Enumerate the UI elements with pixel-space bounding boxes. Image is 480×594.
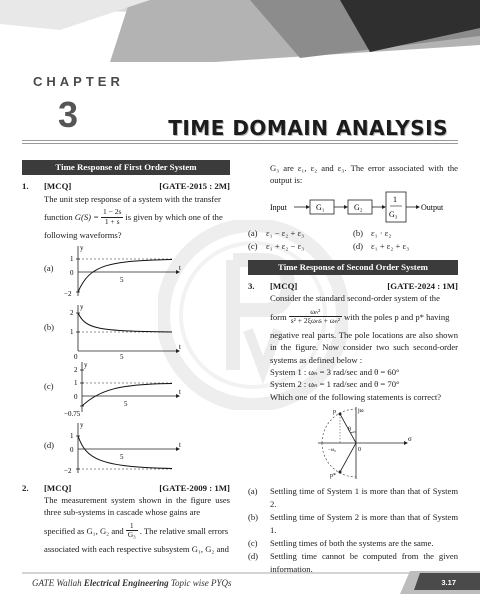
q2-fraction (126, 522, 138, 540)
waveform-d (64, 419, 184, 477)
q1-fraction-numerator: 1 − 2s (102, 207, 122, 217)
pole-p-label: p (333, 409, 336, 416)
tick-t: 5 (120, 352, 124, 359)
footer-text (32, 578, 232, 588)
option-label: (a) (248, 486, 258, 497)
block-g1: G₁ (316, 202, 325, 212)
tick-origin: 0 (74, 392, 78, 401)
option-label: (a) (44, 262, 54, 273)
tick-bottom: −2 (64, 289, 72, 298)
tick-bottom: −2 (64, 466, 72, 475)
tick-origin: 0 (74, 352, 78, 359)
q3-option-a[interactable] (248, 485, 458, 510)
question-exam: [GATE-2024 : 1M] (387, 281, 458, 292)
section-title-first-order: Time Response of First Order System (22, 160, 230, 175)
q2-line3: associated with each respective subsystem G₁, G₂ and (44, 543, 229, 554)
tick-t: 5 (120, 275, 124, 284)
question-exam: [GATE-2015 : 2M] (159, 181, 230, 192)
q2-options (248, 227, 458, 253)
question-number: 1. (22, 181, 29, 192)
option-text: Settling times of both the systems are the same. (270, 537, 434, 548)
q2-gains-line (44, 522, 230, 540)
tick-bottom: −0.75 (64, 409, 81, 418)
axis-y-label: y (80, 420, 84, 429)
q3-form-prefix: form (270, 311, 287, 322)
option-label: (b) (44, 321, 55, 332)
section-title-second-order: Time Response of Second Order System (248, 260, 458, 275)
q1-option-b[interactable] (22, 301, 230, 360)
option-label: (b) (353, 227, 364, 238)
waveform-c (64, 360, 184, 418)
q2-line2-suffix: . The relative small errors (139, 525, 229, 536)
q1-line1: The unit step response of a system with the transfer (44, 193, 221, 204)
right-column (248, 158, 458, 576)
question-type: [MCQ] (270, 281, 298, 292)
option-label: (a) (248, 227, 258, 238)
axis-sigma-label: σ (408, 435, 412, 444)
q1-fn-prefix: function (44, 212, 73, 223)
theta-label: θ (348, 427, 351, 434)
q3-form-suffix: with the poles p and p* having (343, 311, 450, 322)
option-text: Settling time cannot be computed from the given information. (270, 551, 458, 574)
waveform-b (64, 301, 184, 359)
q3-transfer-form (270, 308, 458, 326)
q1-option-c[interactable] (22, 360, 230, 419)
header-banner (0, 0, 480, 62)
q2-line1: The measurement system shown in the figure uses three sub-systems in cascade whose gains are (44, 495, 230, 518)
pole-zero-plot (314, 405, 414, 481)
q1-fraction-denominator: 1 + s (104, 216, 120, 226)
block-g2: G₂ (354, 202, 363, 212)
q1-option-a[interactable] (22, 242, 230, 301)
origin-label: 0 (358, 447, 361, 454)
block-diagram (270, 190, 458, 224)
option-label: (b) (248, 512, 259, 523)
q3-line1: Consider the standard second-order system of the (270, 293, 440, 304)
tick-origin: 0 (70, 445, 74, 454)
option-text: Settling time of System 1 is more than that of System 2. (270, 486, 458, 509)
q1-fn-name: G(S) = (74, 212, 99, 223)
q3-system1: System 1 : ωₙ = 3 rad/sec and θ = 60° (270, 367, 400, 378)
question-1-text (22, 193, 230, 242)
option-label: (d) (248, 551, 259, 562)
question-3-text (248, 292, 458, 403)
q3-system2: System 2 : ωₙ = 1 rad/sec and θ = 70° (270, 379, 400, 390)
page-number: 3.17 (441, 578, 456, 587)
axis-t-label: t (179, 440, 181, 449)
axis-t-label: t (179, 263, 181, 272)
q1-line3: following waveforms? (44, 230, 122, 241)
tick-top: 1 (70, 254, 74, 263)
question-3-header (248, 280, 458, 292)
option-label: (d) (353, 241, 364, 252)
axis-y-label: y (84, 360, 88, 369)
chapter-number: 3 (58, 94, 79, 135)
question-2-text (22, 494, 230, 555)
option-label: (c) (248, 537, 258, 548)
q2-fraction-numerator: 1 (126, 522, 138, 532)
axis-t-label: t (179, 387, 181, 396)
q1-fn-suffix: is given by which one of the (125, 212, 223, 223)
neg-omega-label: −ω₀ (328, 448, 336, 454)
q2-option-c[interactable] (248, 240, 353, 252)
tick-origin: 0 (70, 268, 74, 277)
q2-line2-prefix: specified as G₁, G₂ and (44, 525, 124, 536)
tick-mid: 1 (70, 327, 74, 336)
block-g3-den: G₃ (389, 209, 398, 219)
left-column (22, 158, 230, 555)
q3-option-b[interactable] (248, 511, 458, 536)
tick-top: 2 (70, 308, 74, 317)
footer-subject: Electrical Engineering (83, 578, 169, 588)
footer-brand: GATE Wallah (32, 578, 82, 588)
option-text: ε₁ + ε₂ + ε₃ (371, 241, 410, 252)
q1-transfer-function (44, 208, 230, 226)
tick-top: 1 (70, 431, 74, 440)
axis-y-label: y (80, 302, 84, 311)
q2-option-a[interactable] (248, 227, 353, 239)
q3-option-c[interactable] (248, 537, 458, 549)
q3-line3: negative real parts. The pole locations are also shown in the figure. Now consider two such second-order systems as defined below : (270, 329, 458, 365)
block-g3-num: 1 (393, 194, 397, 204)
title-rule-top (22, 140, 458, 141)
q1-option-d[interactable] (22, 419, 230, 478)
option-label: (c) (248, 241, 258, 252)
header-decoration (0, 0, 480, 62)
q2-option-b[interactable] (353, 227, 458, 239)
option-text: Settling time of System 2 is more than that of System 1. (270, 512, 458, 535)
question-1-header (22, 180, 230, 192)
axis-y-label: y (80, 243, 84, 252)
chapter-label: CHAPTER (33, 74, 124, 89)
waveform-a (64, 242, 184, 300)
title-rule-bottom (22, 143, 458, 144)
q2-continuation: G₃ are ε₁, ε₂ and ε₃. The error associated with the output is: (270, 163, 458, 186)
option-label: (c) (44, 380, 54, 391)
question-type: [MCQ] (44, 181, 72, 192)
q3-question: Which one of the following statements is correct? (270, 391, 442, 402)
pole-pstar-label: p* (330, 473, 336, 480)
q3-options (248, 485, 458, 575)
q3-fraction-denominator: s² + 2ξωₙs + ωₙ² (290, 316, 340, 326)
question-type: [MCQ] (44, 482, 72, 493)
question-exam: [GATE-2009 : 1M] (159, 482, 230, 493)
tick-top: 2 (74, 365, 78, 374)
option-label: (d) (44, 439, 55, 450)
axis-jw-label: jω (358, 408, 364, 415)
question-number: 2. (22, 482, 29, 493)
block-input-label: Input (270, 202, 287, 212)
footer-suffix: Topic wise PYQs (170, 578, 232, 588)
option-text: ε₁ + ε₂ − ε₃ (266, 241, 305, 252)
question-2-header (22, 482, 230, 494)
q2-fraction-denominator: G₃ (127, 530, 136, 540)
question-number: 3. (248, 281, 255, 292)
tick-mid: 1 (74, 378, 78, 387)
q3-fraction (289, 308, 342, 326)
axis-t-label: t (179, 342, 181, 351)
q3-fraction-numerator: ωₙ² (289, 308, 342, 318)
option-text: ε₁ · ε₂ (371, 227, 392, 238)
tick-t: 5 (124, 399, 128, 408)
chapter-title: TIME DOMAIN ANALYSIS (168, 116, 448, 140)
block-output-label: Output (421, 202, 444, 212)
tick-t: 5 (120, 452, 124, 461)
q2-option-d[interactable] (353, 240, 458, 252)
q1-fraction (101, 208, 123, 226)
option-text: ε₁ − ε₂ + ε₃ (266, 227, 305, 238)
